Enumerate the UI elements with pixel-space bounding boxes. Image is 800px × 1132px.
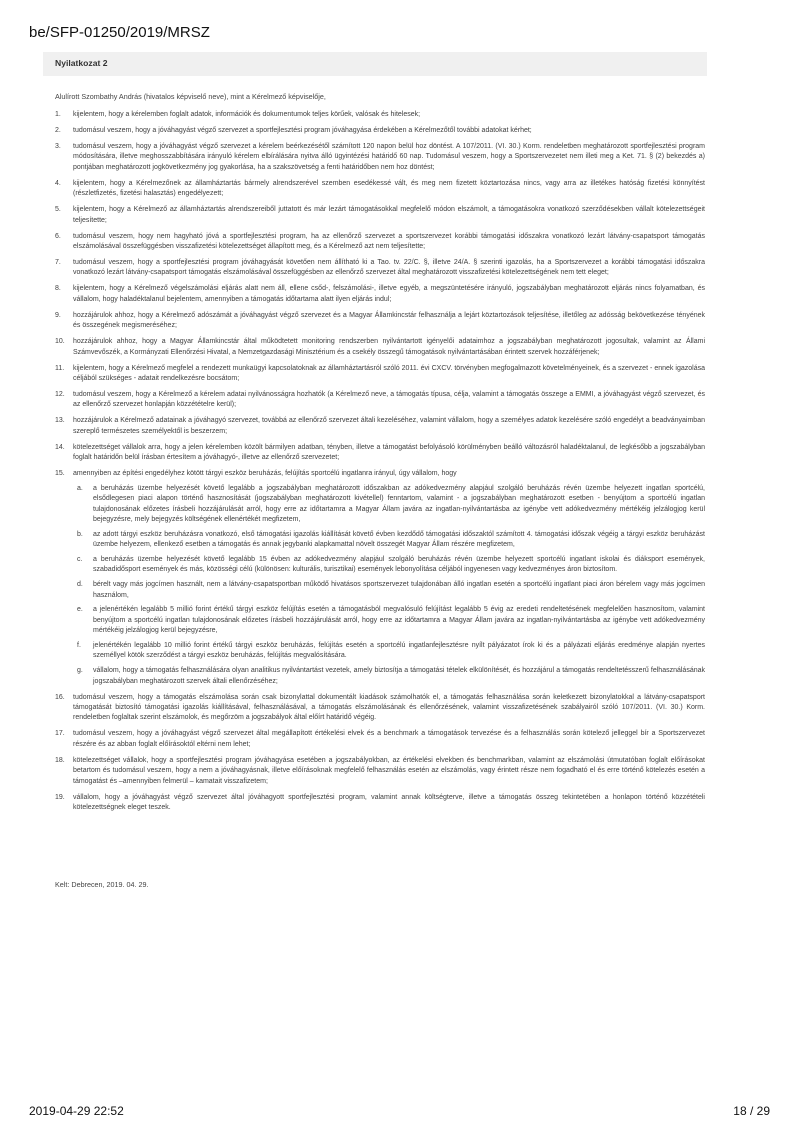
declaration-item (55, 793, 705, 814)
item-number: 11. (55, 364, 65, 372)
item-number: 5. (55, 206, 61, 214)
item-number: 10. (55, 338, 65, 346)
item-text: hozzájárulok ahhoz, hogy a Magyar Államkincstár által működtetett monitoring rendszerben nyilvántartott igényelői adataimhoz a jogszabályban meghatározott jogosultak, valamint az Állami Számvevőszék, a Kormányzati Ellenőrzési Hivatal, a Nemzetgazdasági Minisztérium és a csekély összegű támogatások nyilvántartásában érintett szervek hozzáférjenek; (73, 338, 705, 356)
declaration-item (55, 232, 705, 253)
sub-item (73, 484, 705, 526)
item-text: amennyiben az építési engedélyhez kötött tárgyi eszköz beruházás, felújítás sportcélú ingatlanra irányul, úgy vállalom, hogy (73, 470, 457, 478)
item-number: 1. (55, 111, 61, 118)
declaration-list (55, 110, 705, 819)
sub-item-letter: g. (77, 667, 83, 675)
declaration-item (55, 337, 705, 358)
sub-item (73, 580, 705, 601)
declaration-item (55, 179, 705, 200)
item-number: 6. (55, 232, 61, 240)
item-number: 3. (55, 143, 61, 150)
sub-item-text: az adott tárgyi eszköz beruházásra vonatkozó, első támogatási igazolás kiállítását követő évben kezdődő támogatási időszaktól számított 4. támogatási időszak végéig a tárgyi eszköz beruházást üzembe helyezem, ellenkező esetben a támogatás és annak jegybanki alapkamattal növelt összegét Magyar Állam részére megfizetem, (93, 530, 705, 549)
sub-item-letter: c. (77, 555, 83, 563)
item-text: hozzájárulok a Kérelmező adatainak a jóváhagyó szervezet, továbbá az ellenőrző szervezet általi kezeléséhez, valamint vállalom, hogy a személyes adatok kezelésére szóló engedélyt a beadványaimban szereplő természetes személyektől is beszerzem; (73, 417, 705, 435)
item-number: 17. (55, 730, 65, 738)
sub-item (73, 641, 705, 662)
item-number: 12. (55, 391, 65, 399)
item-text: tudomásul veszem, hogy nem hagyható jóvá a sportfejlesztési program, ha az ellenőrző szervezet a sportszervezet korábbi támogatási időszakra vonatkozó lezárt látvány-csapatsport támogatás elszámolásával összefüggésben visszafizetési kötelezettséget állapított meg, és a Kérelmező azt nem teljesítette; (73, 232, 705, 251)
item-number: 16. (55, 693, 65, 701)
item-text: tudomásul veszem, hogy a sportfejlesztési program jóváhagyását követően nem állítható ki a Tao. tv. 22/C. §, illetve 24/A. § szerinti igazolás, ha a Sportszervezet a korábbi támogatási időszakra vonatkozó lezárt látvány-csapatsport támogatás elszámolásával összefüggésben az ellenőrző szervezet által meghatározott visszafizetési kötelezettségének nem tett eleget; (73, 259, 705, 277)
document-id: be/SFP-01250/2019/MRSZ (29, 24, 210, 41)
sub-list (73, 484, 705, 687)
section-header (43, 52, 707, 76)
declaration-item (55, 110, 705, 120)
declaration-item (55, 693, 705, 724)
sub-item-letter: d. (77, 581, 83, 589)
item-text: tudomásul veszem, hogy a jóváhagyást végző szervezet a sportfejlesztési program jóváhagyása érdekében a Kérelmezőtől további adatokat kérhet; (73, 127, 532, 134)
item-number: 13. (55, 417, 65, 425)
item-text: kötelezettséget vállalok, hogy a sportfejlesztési program jóváhagyása esetében a jogszabályokban, az értékelési elvekben és benchmarkban, valamint az elszámolási útmutatóban foglalt előírásokat betartom és tudomásul veszem, hogy a nem a jóváhagyásnak, illetve előírásoknak megfelelő felhasználás esetén az elszámolás, vagy érintett része nem fogadható el és erre történő kötelezés esetén a támogatást és –amennyiben felmerül – kamatait visszafizetem; (73, 756, 705, 785)
item-text: tudomásul veszem, hogy a jóváhagyást végző szervezet a kérelem beérkezésétől számított 120 napon belül hoz döntést. A 107/2011. (VI. 30.) Korm. rendeletben meghatározott sportfejlesztési program módosítására, illetve meghosszabbítására irányuló kérelem elbírálására nyitva álló ügyintézési határidő 60 nap. Tudomásul veszem, hogy a Sportszervezetet nem illeti meg a Ket. 71. § (2) bekezdés a) pontjában meghatározott jogkövetkezmény jog gyakorlása, ha a szakszövetség a fenti határidőben nem hoz döntést; (73, 143, 705, 171)
footer-timestamp: 2019-04-29 22:52 (29, 1104, 124, 1118)
sub-item-letter: e. (77, 606, 83, 614)
declaration-item (55, 390, 705, 411)
item-text: kijelentem, hogy a kérelemben foglalt adatok, információk és dokumentumok teljes körűek, valósak és hitelesek; (73, 111, 421, 118)
sub-item-text: a beruházás üzembe helyezését követő legalább a jogszabályban meghatározott időszakban az adókedvezmény alapjául szolgáló beruházás révén üzembe helyezett ingatlan sportcélú, elsődlegesen piaci alapon történő hasznosítását (jogszabályban meghatározott kivétellel) fenntartom, valamint - a jogszabályban meghatározott esetben - benyújtom a sportcélú ingatlan tulajdonosának előzetes írásbeli hozzájárulását arról, hogy erre az időtartamra a Magyar Állam javára az ingatlan-nyilvántartásba az igénybe vett adókedvezmény mértékéig jelzálogjog kerül bejegyzésre, mely bejegyzés költségének ellenértékét megfizetem, (93, 484, 705, 523)
item-text: kötelezettséget vállalok arra, hogy a jelen kérelemben közölt bármilyen adatban, tényben, illetve a támogatást befolyásoló körülményben beálló változásról haladéktalanul, de legkésőbb a jogszabályban foglalt határidőn belül írásban értesítem a jóváhagyó-, illetve az ellenőrző szervezetet; (73, 443, 705, 462)
item-text: tudomásul veszem, hogy a támogatás elszámolása során csak bizonylattal dokumentált kiadások számolhatók el, a támogatás felhasználása során keletkezett bizonylatokkal a látvány-csapatsport támogatását biztosító támogatási igazolás kiállításával, felhasználásával, a támogatás elszámolásának és ellenőrzésének, valamint visszafizetésének szabályairól szóló 107/2011. (VI. 30.) Korm. rendeletben foglaltak szerint elszámolok, és megőrzöm a jogszabályok által előírt határidő végéig. (73, 693, 705, 722)
item-number: 9. (55, 311, 61, 319)
place-date: Kelt: Debrecen, 2019. 04. 29. (55, 880, 149, 889)
declaration-item (55, 416, 705, 437)
item-text: kijelentem, hogy a Kérelmezőnek az államháztartás bármely alrendszerével szemben esedékessé vált, és meg nem fizetett köztartozása nincs, vagy arra az illetékes hatóság fizetési könnyítést (részletfizetés, fizetési halasztás) engedélyezett; (73, 179, 705, 198)
declaration-item (55, 205, 705, 226)
intro-text: Alulírott Szombathy András (hivatalos képviselő neve), mint a Kérelmező képviselője, (55, 92, 326, 101)
item-number: 14. (55, 443, 65, 451)
sub-item-text: jelenértékén legalább 10 millió forint értékű tárgyi eszköz beruházás, felújítás esetén a sportcélú ingatlanfejlesztésre nyílt pályázatot írok ki és a pályázati eljárás eredménye alapján nyertes személlyel kötök szerződést a tárgyi eszköz beruházás, felújítás megvalósítására. (93, 641, 705, 660)
item-text: tudomásul veszem, hogy a Kérelmező a kérelem adatai nyilvánosságra hozhatók (a Kérelmező neve, a támogatás típusa, célja, valamint a támogatás összege a EMMI, a jóváhagyást végző szervezet, és az ellenőrző szervezet honlapján közzétételre kerül); (73, 391, 705, 409)
sub-item-text: a beruházás üzembe helyezését követő legalább 15 évben az adókedvezmény alapjául szolgáló beruházás révén üzembe helyezett sportcélú ingatlant iskolai és diáksport események, szabadidősport események és más, közösségi célú (különösen: kulturális, turisztikai) események lebonyolítása céljából ingyenesen vagy kedvezményes áron biztosítom. (93, 555, 705, 574)
item-number: 7. (55, 259, 61, 267)
declaration-item (55, 756, 705, 787)
item-number: 4. (55, 179, 61, 187)
declaration-item (55, 258, 705, 279)
declaration-item (55, 311, 705, 332)
item-text: vállalom, hogy a jóváhagyást végző szervezet által jóváhagyott sportfejlesztési program, valamint annak költségterve, illetve a támogatás összeg tekintetében a honlapon történő közzétételi kötelezettségnek eleget teszek. (73, 793, 705, 811)
item-number: 18. (55, 756, 65, 764)
footer-page-number: 18 / 29 (733, 1104, 770, 1118)
item-text: kijelentem, hogy a Kérelmező megfelel a rendezett munkaügyi kapcsolatoknak az államháztartásról szóló 2011. évi CXCV. törvényben megfogalmazott követelményeinek, és a szervezet - ennek igazolása céljából szükséges - adatait rendelkezésre bocsátom; (73, 364, 705, 383)
item-number: 8. (55, 285, 61, 293)
declaration-item (55, 142, 705, 173)
item-text: tudomásul veszem, hogy a jóváhagyást végző szervezet által megállapított értékelési elvek és a benchmark a támogatások tervezése és a felhasználás során kötelező jelleggel bír a Sportszervezet részére és az abban foglalt előírásoktól eltérni nem lehet; (73, 730, 705, 748)
sub-item (73, 666, 705, 687)
sub-item-text: vállalom, hogy a támogatás felhasználására olyan analitikus nyilvántartást vezetek, amely biztosítja a támogatási tételek elkülönítését, és hozzájárul a támogatás rendeltetésszerű felhasználásának jogszabályban meghatározott szervek általi ellenőrzéséhez; (93, 667, 705, 685)
declaration-item (55, 126, 705, 136)
item-text: kijelentem, hogy a Kérelmező az államháztartás alrendszereiből juttatott és már lezárt támogatásokkal megfelelő módon elszámolt, a támogatásokra vonatkozó szerződésekben vállalt kötelezettségeit teljesítette; (73, 206, 705, 224)
sub-item-text: bérelt vagy más jogcímen használt, nem a látvány-csapatsportban működő hivatásos sportszervezet tulajdonában álló ingatlan esetén a sportcélú ingatlant piaci áron bérelem vagy más jogcímen használom, (93, 581, 705, 599)
item-text: hozzájárulok ahhoz, hogy a Kérelmező adószámát a jóváhagyást végző szervezet és a Magyar Államkincstár felhasználja a lejárt köztartozások teljesítése, illetőleg az adósság bekövetkezése tényének és összegének megismeréséhez; (73, 311, 705, 330)
sub-item (73, 530, 705, 551)
sub-item-letter: f. (77, 641, 81, 649)
item-number: 2. (55, 127, 61, 134)
declaration-item (55, 443, 705, 464)
item-number: 19. (55, 793, 65, 801)
sub-item-text: a jelenértékén legalább 5 millió forint értékű tárgyi eszköz felújítás esetén a támogatásból megvalósuló felújítást legalább 5 évig az eredeti rendeltetésének megfelelően hasznosítom, valamint benyújtom a sportcélú ingatlan tulajdonosának előzetes írásbeli hozzájárulását arról, hogy erre az időtartamra a Magyar Állam javára az ingatlan-nyilvántartásba az igénybe vett adókedvezmény mértékéig jelzálogjog kerül bejegyzésre, (93, 606, 705, 635)
sub-item-letter: a. (77, 484, 83, 492)
declaration-item (55, 284, 705, 305)
sub-item-letter: b. (77, 530, 83, 538)
declaration-item (55, 364, 705, 385)
section-title: Nyilatkozat 2 (55, 58, 108, 68)
sub-item (73, 555, 705, 576)
declaration-item (55, 469, 705, 687)
declaration-item (55, 729, 705, 750)
item-text: kijelentem, hogy a Kérelmező végelszámolási eljárás alatt nem áll, ellene csőd-, felszámolási-, illetve egyéb, a megszüntetésére irányuló, jogszabályban meghatározott eljárás nincs folyamatban, és vállalom, hogy haladéktalanul bejelentem, amennyiben a támogatás időtartama alatt ilyen eljárás indul; (73, 285, 705, 303)
item-number: 15. (55, 470, 65, 478)
sub-item (73, 605, 705, 636)
